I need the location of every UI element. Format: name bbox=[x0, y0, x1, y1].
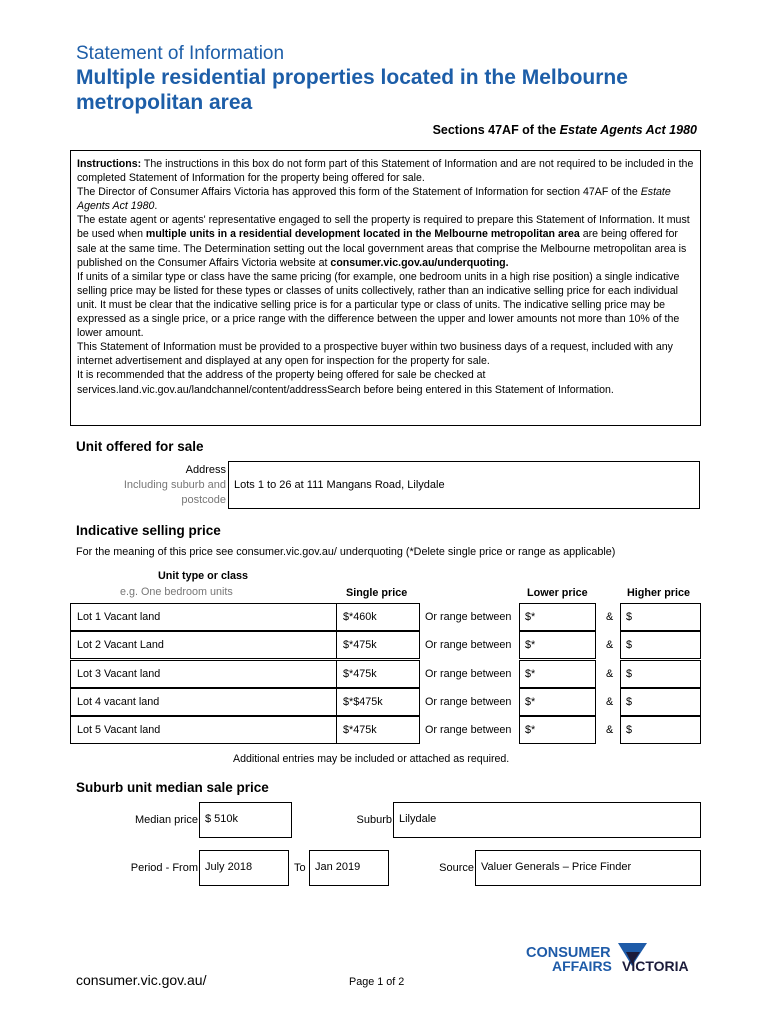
suburb-label: Suburb bbox=[356, 814, 392, 826]
page-title: Multiple residential properties located in the Melbourne metropolitan area bbox=[76, 66, 628, 114]
col-unit-type: Unit type or class bbox=[158, 570, 249, 582]
footer-url[interactable]: consumer.vic.gov.au/ bbox=[76, 972, 207, 988]
unit-type-cell[interactable]: Lot 5 Vacant land bbox=[70, 716, 337, 744]
logo-line-affairs: AFFAIRS bbox=[552, 958, 612, 974]
lower-price-cell[interactable]: $* bbox=[519, 631, 596, 659]
higher-price-cell[interactable]: $ bbox=[620, 688, 701, 716]
median-price-field[interactable]: $ 510k bbox=[199, 802, 292, 838]
unit-type-cell[interactable]: Lot 2 Vacant Land bbox=[70, 631, 337, 659]
range-between-label: Or range between bbox=[425, 724, 512, 736]
instructions-bold-1: multiple units in a residential development located in the Melbourne metropolitan area bbox=[145, 228, 580, 241]
range-ampersand: & bbox=[606, 696, 614, 708]
instructions-para-2 bbox=[77, 185, 695, 213]
range-between-label: Or range between bbox=[425, 696, 512, 708]
consumer-affairs-victoria-logo bbox=[526, 940, 704, 988]
address-value: Lots 1 to 26 at 111 Mangans Road, Lilydale bbox=[234, 479, 445, 491]
suburb-field[interactable]: Lilydale bbox=[393, 802, 701, 838]
instructions-text-3b: are being offered for sale at the same time. The Determination setting out the local government areas that comprise the Melbourne metropolitan area is published on the Consumer Affairs Victoria website at bbox=[77, 228, 687, 269]
address-label-line1: Address bbox=[185, 464, 226, 476]
underquoting-link[interactable]: consumer.vic.gov.au/underquoting. bbox=[330, 256, 509, 269]
period-from-field[interactable]: July 2018 bbox=[199, 850, 289, 886]
range-ampersand: & bbox=[606, 639, 614, 651]
period-to-label: To bbox=[294, 862, 306, 874]
higher-price-cell[interactable]: $ bbox=[620, 603, 701, 631]
unit-type-cell[interactable]: Lot 4 vacant land bbox=[70, 688, 337, 716]
instructions-act: Estate Agents Act 1980 bbox=[77, 186, 671, 213]
instructions-para-6: It is recommended that the address of the property being offered for sale be checked at services.land.vic.gov.au/landchannel/content/addressSearch before being entered in this Statement of Information. bbox=[77, 369, 614, 396]
sections-reference bbox=[433, 123, 697, 137]
col-unit-type-example: e.g. One bedroom units bbox=[120, 586, 233, 598]
logo-line-victoria: VICTORIA bbox=[622, 958, 689, 974]
address-label-line3: postcode bbox=[181, 494, 226, 506]
higher-price-cell[interactable]: $ bbox=[620, 660, 701, 688]
single-price-cell[interactable]: $*460k bbox=[336, 603, 420, 631]
lower-price-cell[interactable]: $* bbox=[519, 716, 596, 744]
sections-act: Estate Agents Act 1980 bbox=[559, 123, 697, 137]
instructions-text-2b: . bbox=[154, 200, 158, 213]
lower-price-cell[interactable]: $* bbox=[519, 660, 596, 688]
higher-price-cell[interactable]: $ bbox=[620, 631, 701, 659]
median-price-label: Median price bbox=[135, 814, 198, 826]
instructions-text-3a: The estate agent or agents' representative engaged to sell the property is required to prepare this Statement of Information. It must be used when bbox=[77, 214, 690, 241]
period-to-field[interactable]: Jan 2019 bbox=[309, 850, 389, 886]
range-ampersand: & bbox=[606, 668, 614, 680]
range-ampersand: & bbox=[606, 611, 614, 623]
unit-offered-heading: Unit offered for sale bbox=[76, 439, 204, 454]
single-price-cell[interactable]: $*475k bbox=[336, 660, 420, 688]
lower-price-cell[interactable]: $* bbox=[519, 688, 596, 716]
col-single-price: Single price bbox=[346, 587, 408, 599]
range-ampersand: & bbox=[606, 724, 614, 736]
source-label: Source bbox=[439, 862, 474, 874]
period-from-label: Period - From bbox=[130, 862, 198, 874]
col-lower-price: Lower price bbox=[527, 587, 588, 599]
additional-entries-note: Additional entries may be included or attached as required. bbox=[233, 753, 510, 765]
source-field[interactable]: Valuer Generals – Price Finder bbox=[475, 850, 701, 886]
col-higher-price: Higher price bbox=[627, 587, 690, 599]
logo-line-consumer: CONSUMER bbox=[526, 945, 611, 961]
instructions-text-2a: The Director of Consumer Affairs Victoria has approved this form of the Statement of Information for section 47AF of the bbox=[77, 186, 641, 199]
unit-type-cell[interactable]: Lot 1 Vacant land bbox=[70, 603, 337, 631]
sections-prefix: Sections 47AF of the bbox=[432, 123, 560, 137]
range-between-label: Or range between bbox=[425, 639, 512, 651]
higher-price-cell[interactable]: $ bbox=[620, 716, 701, 744]
median-heading: Suburb unit median sale price bbox=[76, 780, 269, 795]
unit-type-cell[interactable]: Lot 3 Vacant land bbox=[70, 660, 337, 688]
instructions-para-3 bbox=[77, 213, 695, 269]
instructions-para-5: This Statement of Information must be provided to a prospective buyer within two business days of a request, included with any internet advertisement and displayed at any open for inspection for the property for sale. bbox=[77, 341, 673, 368]
single-price-cell[interactable]: $*475k bbox=[336, 631, 420, 659]
instructions-box bbox=[70, 150, 701, 426]
single-price-cell[interactable]: $*475k bbox=[336, 716, 420, 744]
instructions-text-1: The instructions in this box do not form part of this Statement of Information and are not required to be included in the completed Statement of Information for the property being offered for sale. bbox=[77, 158, 694, 185]
address-label bbox=[90, 463, 226, 508]
range-between-label: Or range between bbox=[425, 668, 512, 680]
single-price-cell[interactable]: $*$475k bbox=[336, 688, 420, 716]
lower-price-cell[interactable]: $* bbox=[519, 603, 596, 631]
range-between-label: Or range between bbox=[425, 611, 512, 623]
instructions-para-1 bbox=[77, 157, 695, 185]
indicative-price-heading: Indicative selling price bbox=[76, 523, 221, 538]
instructions-label: Instructions: bbox=[77, 158, 142, 170]
form-title: Statement of Information bbox=[76, 43, 285, 64]
instructions-para-4: If units of a similar type or class have the same pricing (for example, one bedroom units in a high rise position) a single indicative selling price may be listed for these types or classes of units collectively, rather than an indicative selling price for each individual unit. It must be clear that the indicative selling price is for a particular type or class of units. The indicative selling price may be expressed as a single price, or a price range with the difference between the upper and lower amounts not more than 10% of the lower amount. bbox=[77, 270, 680, 340]
page-number: Page 1 of 2 bbox=[349, 976, 405, 988]
price-meaning-note: For the meaning of this price see consumer.vic.gov.au/ underquoting (*Delete single price or range as applicable) bbox=[76, 546, 616, 558]
address-label-line2: Including suburb and bbox=[123, 479, 226, 491]
